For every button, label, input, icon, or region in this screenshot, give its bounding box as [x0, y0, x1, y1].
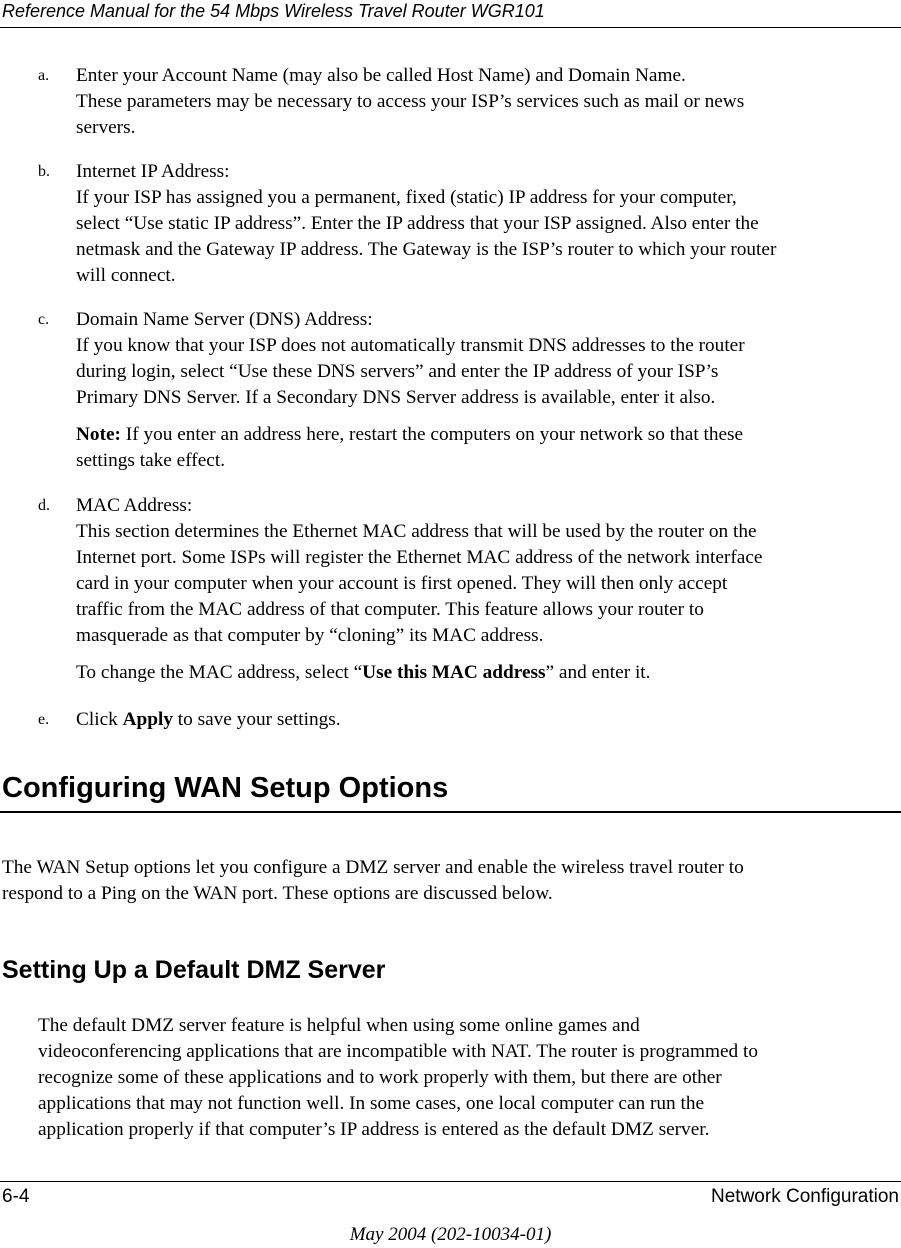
section-heading: Configuring WAN Setup Options [2, 772, 449, 804]
chapter-title: Network Configuration [711, 1186, 899, 1207]
step-label: d. [38, 497, 50, 514]
mac-option-name: Use this MAC address [362, 662, 546, 683]
section-intro [2, 855, 900, 907]
footer-rule [0, 1181, 901, 1182]
body-line: application properly if that computer’s IP address is entered as the default DMZ server. [38, 1119, 710, 1140]
note-text: If you enter an address here, restart the computers on your network so that these [120, 424, 744, 445]
step-line: servers. [76, 117, 136, 138]
intro-line: The WAN Setup options let you configure a DMZ server and enable the wireless travel router to [2, 857, 744, 878]
step-line: If you know that your ISP does not automatically transmit DNS addresses to the router [76, 335, 745, 356]
step-line: masquerade as that computer by “cloning” its MAC address. [76, 625, 544, 646]
step-line: Internet IP Address: [76, 161, 230, 182]
subsection-body [38, 1013, 900, 1143]
publication-date: May 2004 (202-10034-01) [349, 1224, 552, 1245]
step-line: during login, select “Use these DNS servers” and enter the IP address of your ISP’s [76, 361, 719, 382]
step-line: Internet port. Some ISPs will register the Ethernet MAC address of the network interface [76, 547, 763, 568]
step-line: This section determines the Ethernet MAC address that will be used by the router on the [76, 521, 757, 542]
running-header-title: Reference Manual for the 54 Mbps Wireless Travel Router WGR101 [2, 1, 545, 21]
step-a [38, 63, 900, 141]
step-line: Primary DNS Server. If a Secondary DNS Server address is available, enter it also. [76, 387, 716, 408]
note-line: settings take effect. [76, 450, 226, 471]
mac-instruction-post: ” and enter it. [545, 662, 651, 683]
subsection-heading: Setting Up a Default DMZ Server [2, 956, 386, 984]
step-line: will connect. [76, 265, 176, 286]
note-label: Note: [76, 424, 121, 445]
apply-keyword: Apply [122, 709, 173, 730]
step-label: a. [38, 67, 50, 84]
mac-instruction [76, 660, 900, 686]
body-line: videoconferencing applications that are incompatible with NAT. The router is programmed to [38, 1041, 758, 1062]
step-e [38, 707, 900, 733]
step-line: Domain Name Server (DNS) Address: [76, 309, 373, 330]
note [76, 422, 900, 448]
step-line: MAC Address: [76, 495, 193, 516]
step-line: Enter your Account Name (may also be called Host Name) and Domain Name. [76, 65, 686, 86]
header-rule [0, 27, 901, 28]
step-c [38, 307, 900, 474]
step-label: e. [38, 711, 50, 728]
body-line: The default DMZ server feature is helpful when using some online games and [38, 1015, 640, 1036]
step-text-post: to save your settings. [172, 709, 341, 730]
step-line: select “Use static IP address”. Enter the IP address that your ISP assigned. Also enter the [76, 213, 759, 234]
step-b [38, 159, 900, 289]
intro-line: respond to a Ping on the WAN port. These options are discussed below. [2, 883, 553, 904]
step-line: If your ISP has assigned you a permanent, fixed (static) IP address for your computer, [76, 187, 737, 208]
step-text-pre: Click [76, 709, 123, 730]
body-line: applications that may not function well. In some cases, one local computer can run the [38, 1093, 705, 1114]
body-line: recognize some of these applications and to work properly with them, but there are other [38, 1067, 722, 1088]
section-rule [0, 811, 901, 813]
mac-instruction-pre: To change the MAC address, select “ [76, 662, 363, 683]
step-d [38, 493, 900, 686]
step-label: b. [38, 163, 50, 180]
step-line [76, 707, 900, 733]
page-number: 6-4 [2, 1186, 30, 1207]
step-line: card in your computer when your account is first opened. They will then only accept [76, 573, 728, 594]
step-line: These parameters may be necessary to access your ISP’s services such as mail or news [76, 91, 745, 112]
step-label: c. [38, 311, 50, 328]
step-line: traffic from the MAC address of that computer. This feature allows your router to [76, 599, 704, 620]
step-line: netmask and the Gateway IP address. The Gateway is the ISP’s router to which your router [76, 239, 777, 260]
